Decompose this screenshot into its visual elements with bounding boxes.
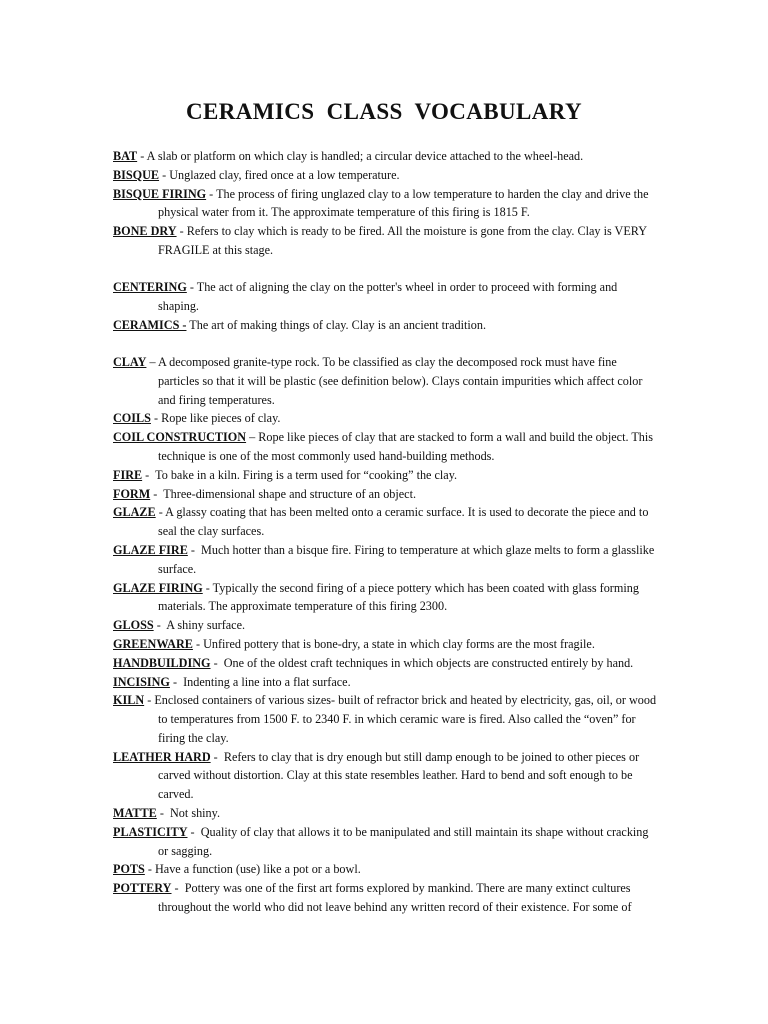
vocab-term: GLAZE FIRING — [113, 580, 203, 595]
vocab-definition: A slab or platform on which clay is handled; a circular device attached to the wheel-head. — [146, 149, 584, 163]
vocab-separator: - — [210, 749, 224, 764]
vocab-definition: Refers to clay that is dry enough but still damp enough to be joined to other pieces or carved without distortion. Clay at this state resembles leather. Hard to bend and soft enough to be carved. — [158, 749, 640, 802]
vocab-entry — [113, 804, 661, 823]
vocab-term: PLASTICITY — [113, 824, 188, 839]
vocab-separator: - — [153, 618, 167, 633]
vocab-separator: - — [176, 224, 187, 239]
vocab-definition: The art of making things of clay. Clay is an ancient tradition. — [189, 317, 487, 332]
vocab-definition: Refers to clay which is ready to be fired. All the moisture is gone from the clay. Clay is VERY FRAGILE at this stage. — [158, 224, 647, 257]
vocab-separator: - — [144, 693, 155, 708]
vocab-entry — [113, 860, 661, 879]
vocab-separator: - — [202, 580, 213, 595]
vocab-separator: – — [146, 354, 158, 369]
vocab-entry — [113, 409, 661, 428]
vocab-entry — [113, 579, 661, 617]
vocab-entry — [113, 823, 661, 861]
vocab-entry — [113, 466, 661, 485]
vocab-definition: Three-dimensional shape and structure of an object. — [163, 486, 417, 501]
vocab-term: COIL CONSTRUCTION — [113, 430, 247, 445]
vocab-separator: - — [186, 280, 197, 295]
vocab-entry — [113, 635, 661, 654]
vocab-separator: - — [137, 149, 147, 163]
vocab-definition: A glassy coating that has been melted onto a ceramic surface. It is used to decorate the piece and to seal the clay surfaces. — [158, 505, 649, 539]
vocab-term: FORM — [113, 486, 151, 501]
vocab-entry — [113, 673, 661, 692]
vocab-separator: - — [144, 862, 155, 877]
vocab-term: POTTERY — [113, 881, 172, 896]
vocab-separator: - — [187, 542, 202, 557]
vocab-separator: - — [187, 824, 201, 839]
vocab-separator: - — [159, 167, 170, 182]
vocab-entry — [113, 278, 661, 316]
vocab-term: CLAY — [113, 354, 147, 369]
vocab-definition: Rope like pieces of clay that are stacked to form a wall and build the object. This technique is one of the most commonly used hand-building methods. — [158, 430, 653, 463]
vocab-term: BISQUE FIRING — [113, 186, 207, 201]
vocab-term: CENTERING — [113, 280, 187, 295]
vocab-term: INCISING — [113, 674, 170, 689]
page-title: CERAMICS CLASS VOCABULARY — [185, 99, 583, 124]
vocab-definition: A decomposed granite-type rock. To be classified as clay the decomposed rock must have fine particles so that it will be plastic (see definition below). Clays contain impurities which affect color and firing temperatures. — [157, 354, 643, 407]
vocab-entry — [113, 503, 661, 541]
vocab-separator: – — [246, 430, 259, 445]
vocab-separator: - — [210, 655, 224, 670]
vocab-definition: Quality of clay that allows it to be manipulated and still maintain its shape without cracking or sagging. — [158, 824, 649, 858]
vocab-entry — [113, 654, 661, 673]
vocab-separator: - — [156, 806, 170, 821]
vocab-definition: Typically the second firing of a piece pottery which has been coated with glass forming materials. The approximate temperature of this firing 2300. — [158, 580, 639, 614]
vocab-term: CERAMICS - — [113, 317, 187, 332]
vocab-definition: A shiny surface. — [166, 618, 246, 633]
vocab-term: LEATHER HARD — [113, 749, 211, 764]
vocab-separator: - — [142, 467, 156, 482]
vocab-entry — [113, 485, 661, 504]
vocab-separator: - — [171, 881, 185, 896]
vocab-definition: Rope like pieces of clay. — [161, 411, 281, 426]
vocabulary-list — [113, 147, 661, 917]
vocab-term: BISQUE — [113, 167, 160, 182]
vocab-entry — [113, 222, 661, 260]
vocab-term: BONE DRY — [113, 224, 177, 239]
vocab-definition: One of the oldest craft techniques in which objects are constructed entirely by hand. — [223, 655, 634, 670]
vocab-term: GLOSS — [113, 618, 154, 633]
vocab-separator: - — [150, 411, 162, 426]
vocab-definition: Pottery was one of the first art forms explored by mankind. There are many extinct cultures throughout the world who did not leave behind any written record of their existence. For some of — [158, 881, 632, 915]
vocab-definition: Much hotter than a bisque fire. Firing to temperature at which glaze melts to form a glasslike surface. — [158, 542, 655, 576]
vocab-definition: Enclosed containers of various sizes- built of refractor brick and heated by electricity, gas, oil, or wood to temperatures from 1500 F. to 2340 F. in which ceramic ware is fired. Also called the “oven” for firing the clay. — [154, 693, 657, 745]
vocab-definition: Not shiny. — [170, 806, 220, 821]
vocab-definition: Unfired pottery that is bone-dry, a state in which clay forms are the most fragile. — [203, 636, 595, 651]
vocab-definition: To bake in a kiln. Firing is a term used for “cooking” the clay. — [155, 467, 458, 482]
vocab-separator: - — [150, 486, 164, 501]
vocab-entry — [113, 691, 661, 747]
vocab-term: MATTE — [113, 806, 157, 821]
vocab-term: POTS — [113, 862, 145, 877]
vocab-term: KILN — [113, 693, 145, 708]
vocab-separator: - — [169, 674, 184, 689]
vocab-term: BAT — [113, 149, 138, 163]
vocab-entry — [113, 166, 661, 185]
vocab-entry — [113, 428, 661, 466]
vocab-definition: Indenting a line into a flat surface. — [183, 674, 351, 689]
vocab-term: GLAZE — [113, 505, 156, 520]
vocab-term: HANDBUILDING — [113, 655, 211, 670]
vocab-entry — [113, 616, 661, 635]
vocab-definition: Have a function (use) like a pot or a bowl. — [155, 862, 361, 877]
vocab-entry — [113, 879, 661, 917]
vocab-separator: - — [155, 505, 166, 520]
vocab-separator: - — [192, 636, 204, 651]
vocab-entry — [113, 541, 661, 579]
vocab-definition: The act of aligning the clay on the potter's wheel in order to proceed with forming and shaping. — [158, 280, 618, 313]
vocab-term: COILS — [113, 411, 151, 426]
vocab-entry — [113, 353, 661, 409]
vocab-entry — [113, 147, 661, 166]
vocab-entry — [113, 185, 661, 223]
vocab-term: GREENWARE — [113, 636, 193, 651]
vocab-entry — [113, 316, 661, 335]
vocab-separator: - — [206, 186, 217, 201]
vocab-definition: The process of firing unglazed clay to a low temperature to harden the clay and drive the physical water from it. The approximate temperature of this firing is 1815 F. — [158, 186, 649, 220]
vocab-entry — [113, 748, 661, 804]
vocab-term: GLAZE FIRE — [113, 542, 188, 557]
vocab-definition: Unglazed clay, fired once at a low temperature. — [169, 167, 400, 182]
vocab-term: FIRE — [113, 467, 143, 482]
